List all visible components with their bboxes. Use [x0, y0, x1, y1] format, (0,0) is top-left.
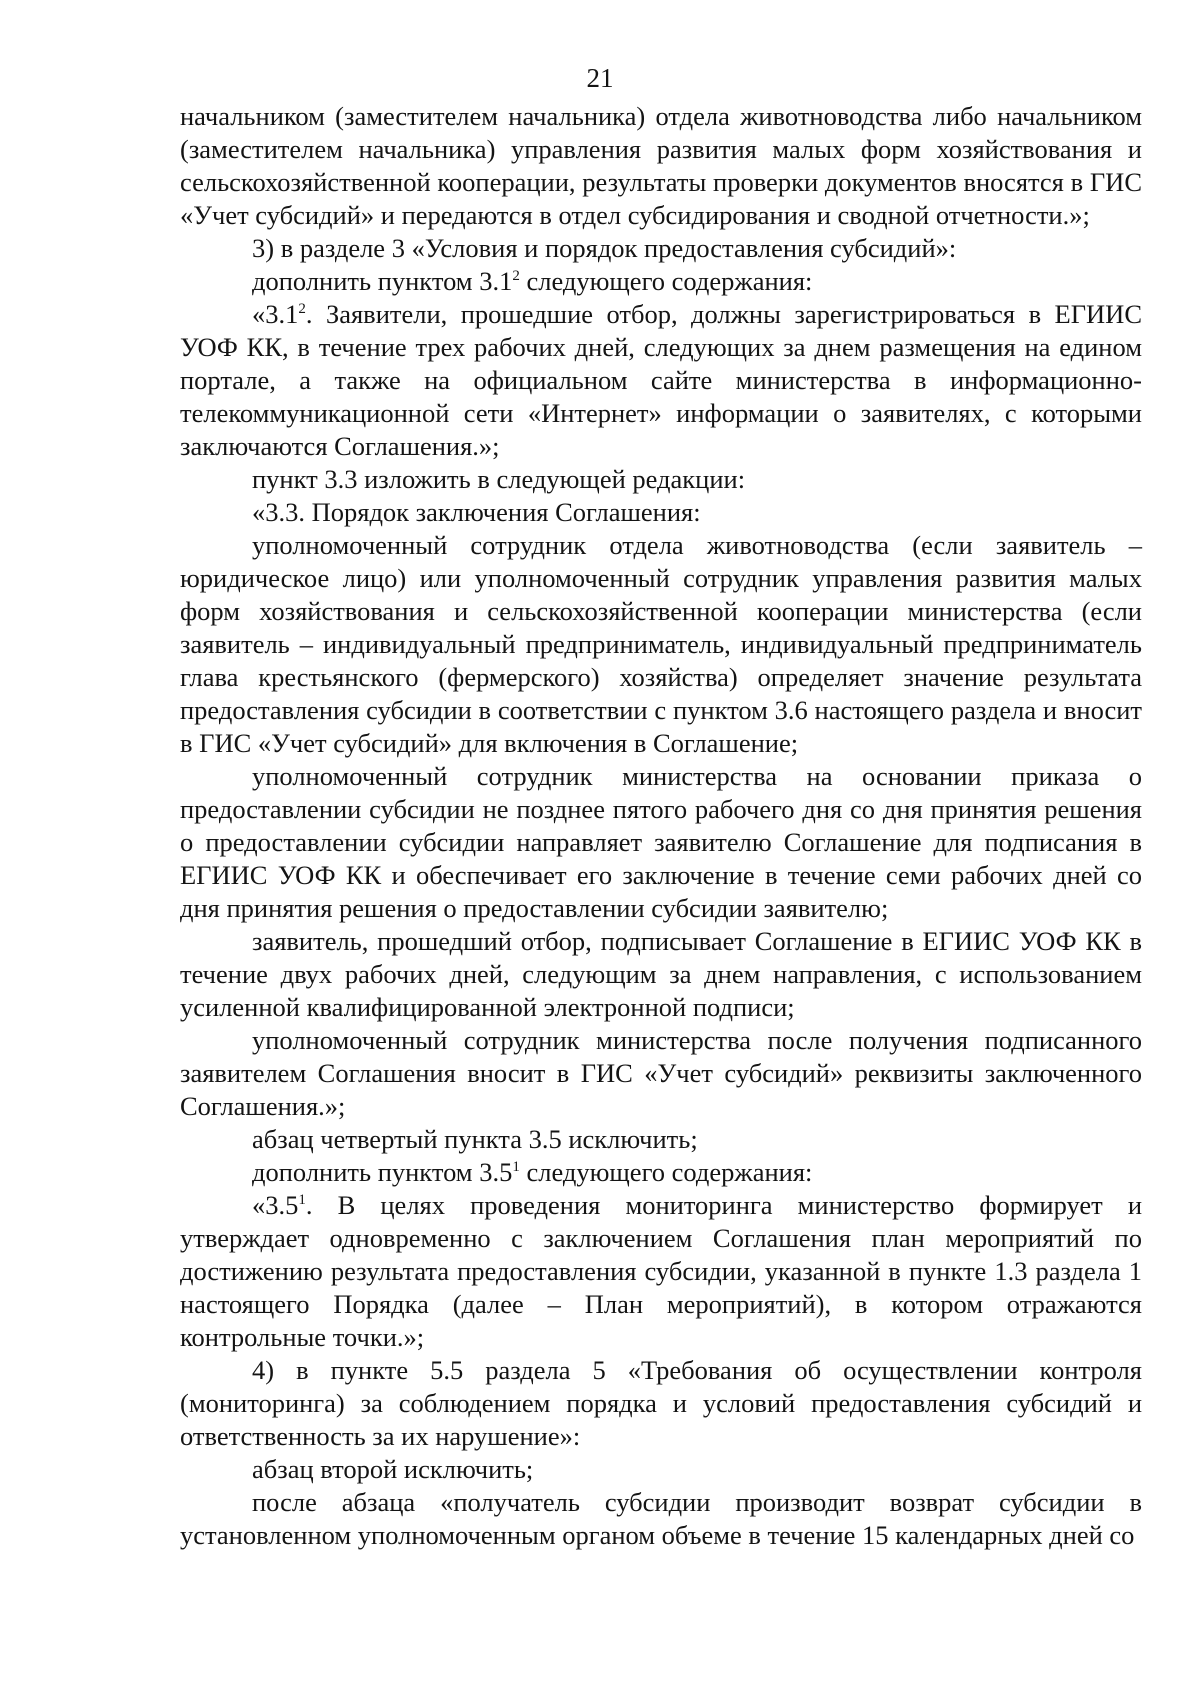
paragraph [180, 265, 1142, 298]
paragraph: 3) в разделе 3 «Условия и порядок предоставления субсидий»: [252, 233, 957, 263]
document-body [180, 100, 1142, 1552]
paragraph-text: следующего содержания: [519, 1157, 813, 1187]
paragraph [180, 1189, 1142, 1354]
paragraph [180, 298, 1142, 463]
paragraph: заявитель, прошедший отбор, подписывает Соглашение в ЕГИИС УОФ КК в течение двух рабочих дней, следующим за днем направления, с использованием усиленной квалифицированной электронной подписи; [180, 926, 1142, 1022]
page-number: 21 [586, 63, 614, 93]
paragraph-text: «3.1 [252, 299, 299, 329]
paragraph-text: дополнить пунктом 3.1 [252, 266, 513, 296]
superscript-index: 2 [512, 268, 520, 285]
paragraph: пункт 3.3 изложить в следующей редакции: [252, 464, 746, 494]
paragraph-text: дополнить пунктом 3.5 [252, 1157, 513, 1187]
paragraph: 4) в пункте 5.5 раздела 5 «Требования об осуществлении контроля (мониторинга) за соблюдением порядка и условий предоставления субсидий и ответственность за их нарушение»: [180, 1355, 1142, 1451]
paragraph-text: следующего содержания: [519, 266, 813, 296]
paragraph: уполномоченный сотрудник отдела животноводства (если заявитель – юридическое лицо) или уполномоченный сотрудник управления развития малых форм хозяйствования и сельскохозяйственной кооперации министерства (если заявитель – индивидуальный предприниматель, индивидуальный предприниматель глава крестьянского (фермерского) хозяйства) определяет значение результата предоставления субсидии в соответствии с пунктом 3.6 настоящего раздела и вносит в ГИС «Учет субсидий» для включения в Соглашение; [180, 530, 1142, 758]
paragraph: уполномоченный сотрудник министерства после получения подписанного заявителем Соглашения вносит в ГИС «Учет субсидий» реквизиты заключенного Соглашения.»; [180, 1025, 1142, 1121]
paragraph-text: . Заявители, прошедшие отбор, должны зарегистрироваться в ЕГИИС УОФ КК, в течение трех рабочих дней, следующих за днем размещения на едином портале, а также на официальном сайте министерства в информационно-телекоммуникационной сети «Интернет» информации о заявителях, с которыми заключаются Соглашения.»; [180, 299, 1142, 461]
paragraph-text: . В целях проведения мониторинга министерство формирует и утверждает одновременно с заключением Соглашения план мероприятий по достижению результата предоставления субсидии, указанной в пункте 1.3 раздела 1 настоящего Порядка (далее – План мероприятий), в котором отражаются контрольные точки.»; [180, 1190, 1142, 1352]
superscript-index: 1 [298, 1192, 306, 1209]
superscript-index: 1 [512, 1159, 520, 1176]
superscript-index: 2 [298, 301, 306, 318]
paragraph-text: «3.5 [252, 1190, 299, 1220]
paragraph: абзац второй исключить; [252, 1454, 534, 1484]
paragraph: после абзаца «получатель субсидии производит возврат субсидии в установленном уполномоченным органом объеме в течение 15 календарных дней со [180, 1487, 1142, 1550]
paragraph [180, 1156, 1142, 1189]
paragraph: «3.3. Порядок заключения Соглашения: [252, 497, 701, 527]
paragraph: абзац четвертый пункта 3.5 исключить; [252, 1124, 698, 1154]
paragraph: уполномоченный сотрудник министерства на основании приказа о предоставлении субсидии не позднее пятого рабочего дня со дня принятия решения о предоставлении субсидии направляет заявителю Соглашение для подписания в ЕГИИС УОФ КК и обеспечивает его заключение в течение семи рабочих дней со дня принятия решения о предоставлении субсидии заявителю; [180, 761, 1142, 923]
paragraph: начальником (заместителем начальника) отдела животноводства либо начальником (заместителем начальника) управления развития малых форм хозяйствования и сельскохозяйственной кооперации, результаты проверки документов вносятся в ГИС «Учет субсидий» и передаются в отдел субсидирования и сводной отчетности.»; [180, 101, 1142, 230]
